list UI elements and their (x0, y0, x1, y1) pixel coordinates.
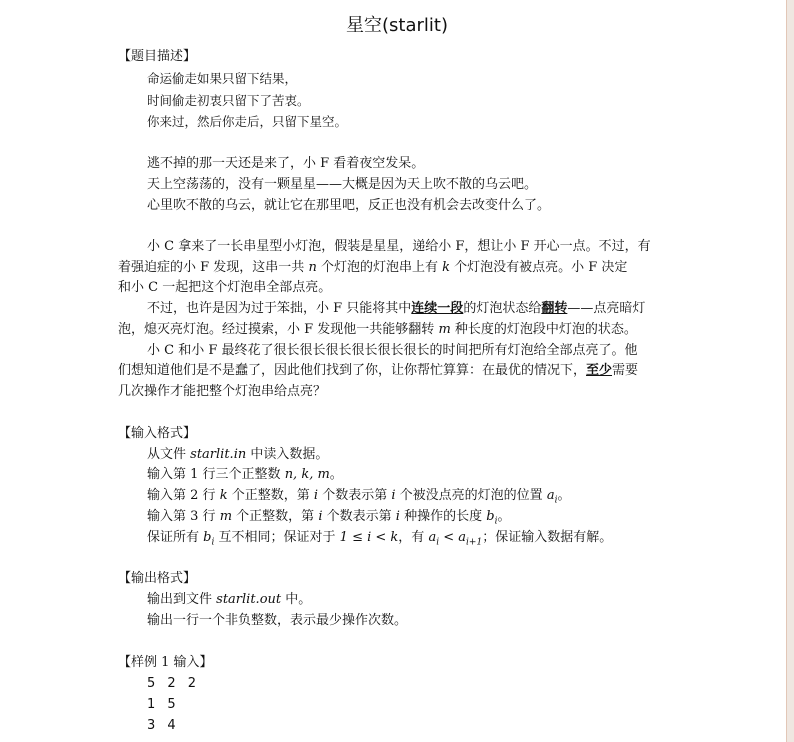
poem-line: 命运偷走如果只留下结果， (147, 71, 298, 86)
subscript-i: i (554, 495, 558, 506)
text: 种长度的灯泡段中灯泡的状态。 (454, 322, 637, 337)
text: ；保证输入数据有解。 (482, 530, 613, 545)
text: 个被没点亮的灯泡的位置 (399, 488, 543, 503)
less-than: < (439, 530, 459, 545)
text: 从文件 (147, 447, 187, 462)
emphasis-at-least: 至少 (586, 363, 613, 378)
var-b: b (203, 530, 212, 545)
emphasis-flip: 翻转 (541, 301, 568, 316)
story-line: 心里吹不散的乌云，就让它在那里吧，反正也没有机会去改变什么了。 (147, 198, 551, 213)
var-i: i (391, 488, 396, 503)
section-heading-description: 【题目描述】 (118, 49, 197, 64)
story-line: 小 C 拿来了一长串星型小灯泡，假装是星星，递给小 F，想让小 F 开心一点。不过，有 (147, 239, 651, 254)
var-b: b (486, 509, 495, 524)
text: 中。 (285, 592, 312, 607)
vars-nkm: n, k, m (284, 467, 330, 482)
subscript-i: i (494, 516, 498, 527)
var-k: k (219, 488, 228, 503)
text: 个灯泡没有被点亮。小 F 决定 (454, 260, 628, 275)
var-k: k (442, 260, 450, 275)
text: 输入第 2 行 (147, 488, 216, 503)
var-i: i (313, 488, 319, 503)
subscript-i: i (211, 537, 215, 548)
story-line (118, 362, 638, 380)
story-line (118, 321, 637, 339)
filename-out: starlit.out (216, 592, 282, 607)
text: ，有 (398, 530, 425, 545)
var-a: a (546, 488, 555, 503)
text: 泡，熄灭亮灯泡。经过摸索，小 F 发现他一共能够翻转 (118, 322, 435, 337)
sample-input-line: 1 5 (147, 697, 180, 712)
story-line: 小 C 和小 F 最终花了很长很长很长很长很长很长的时间把所有灯泡给全部点亮了。他 (147, 343, 638, 358)
var-a: a (428, 530, 437, 545)
text: 种操作的长度 (404, 509, 483, 524)
text: 不过，也许是因为过于笨拙，小 F 只能将其中 (147, 301, 412, 316)
text: 。 (329, 467, 343, 482)
var-i: i (395, 509, 400, 524)
text: 输入第 3 行 (147, 509, 216, 524)
text: 个正整数，第 (236, 509, 315, 524)
section-heading-sample: 【样例 1 输入】 (118, 655, 213, 670)
var-m: m (219, 509, 233, 524)
text: 需要 (612, 363, 639, 378)
story-line: 几次操作才能把整个灯泡串给点亮？ (118, 384, 327, 399)
text: 着强迫症的小 F 发现，这串一共 (118, 260, 305, 275)
text: 的灯泡状态给 (463, 301, 542, 316)
var-a: a (458, 530, 467, 545)
input-line (147, 508, 510, 531)
story-line (118, 259, 627, 277)
var-n: n (308, 260, 317, 275)
section-heading-input: 【输入格式】 (118, 426, 197, 441)
input-line (147, 446, 328, 464)
poem-line: 时间偷走初衷只留下了苦衷。 (147, 93, 310, 108)
story-line (147, 300, 645, 318)
text: 输出到文件 (147, 592, 213, 607)
subscript-i: i (436, 537, 440, 548)
text: 保证所有 (147, 530, 200, 545)
input-line (147, 487, 570, 510)
problem-title: 星空(starlit) (346, 15, 448, 36)
text: 。 (497, 509, 511, 524)
subscript-i-plus-1: i+1 (466, 537, 483, 548)
emphasis-continuous-segment: 连续一段 (411, 301, 464, 316)
text: 中读入数据。 (250, 447, 329, 462)
sample-input-line: 5 2 2 (147, 676, 201, 691)
story-line: 和小 C 一起把这个灯泡串全部点亮。 (118, 280, 332, 295)
text: ——点亮暗灯 (567, 301, 646, 316)
text: 个数表示第 (326, 509, 392, 524)
output-line: 输出一行一个非负整数，表示最少操作次数。 (147, 613, 408, 628)
text: 输入第 1 行三个正整数 (147, 467, 281, 482)
text: 个灯泡的灯泡串上有 (320, 260, 438, 275)
text: 个正整数，第 (231, 488, 310, 503)
condition-range: 1 ≤ i < k (339, 530, 399, 545)
text: 个数表示第 (322, 488, 388, 503)
text: 们想知道他们是不是蠢了，因此他们找到了你，让你帮忙算算：在最优的情况下， (118, 363, 587, 378)
text: 。 (557, 488, 571, 503)
section-heading-output: 【输出格式】 (118, 571, 197, 586)
filename-in: starlit.in (190, 447, 247, 462)
poem-line: 你来过，然后你走后，只留下星空。 (147, 114, 348, 129)
output-line (147, 591, 311, 609)
page-edge (786, 0, 794, 742)
var-m: m (438, 322, 451, 337)
story-line: 天上空荡荡的，没有一颗星星——大概是因为天上吹不散的乌云吧。 (147, 177, 538, 192)
input-line (147, 529, 612, 552)
var-i: i (318, 509, 323, 524)
sample-input-line: 3 4 (147, 718, 180, 733)
input-line (147, 466, 343, 484)
text: 互不相同；保证对于 (218, 530, 336, 545)
story-line: 逃不掉的那一天还是来了，小 F 看着夜空发呆。 (147, 156, 425, 171)
